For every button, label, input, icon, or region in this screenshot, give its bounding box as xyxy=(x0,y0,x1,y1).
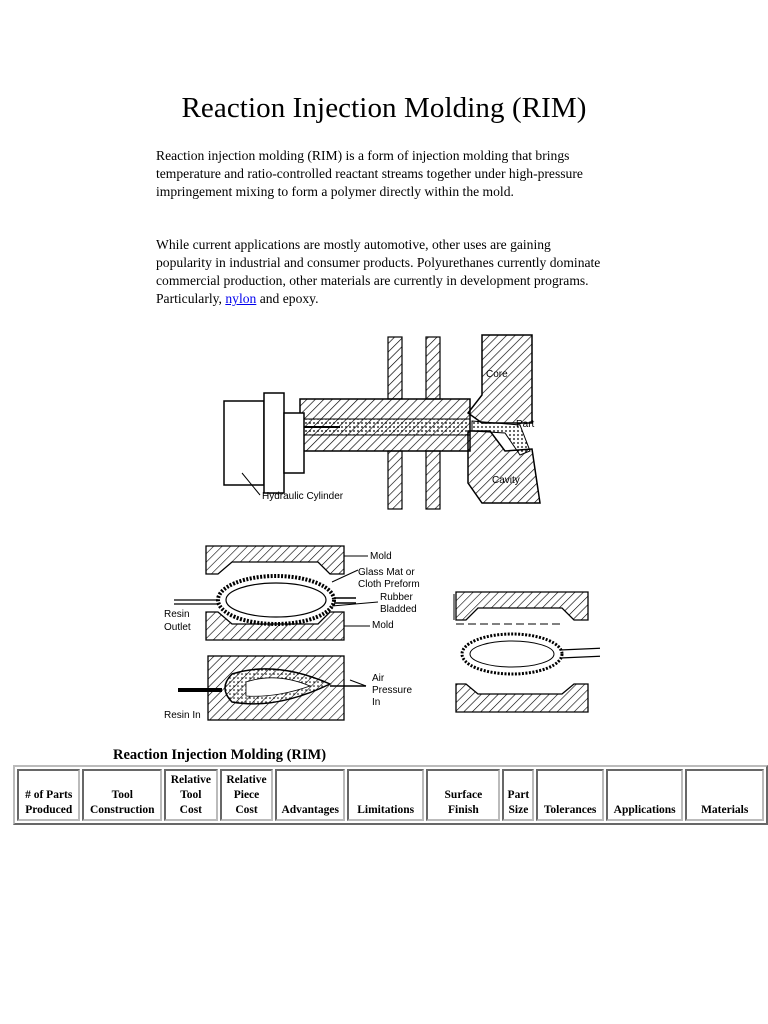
col-applications: Applications xyxy=(606,769,684,821)
table-header-row xyxy=(17,769,764,821)
col-parts-produced: # of Parts Produced xyxy=(17,769,80,821)
label-hydraulic-cylinder: Hydraulic Cylinder xyxy=(262,491,344,502)
label-mold-top: Mold xyxy=(370,551,392,562)
cavity-block xyxy=(468,431,540,503)
label-resin-outlet-2: Outlet xyxy=(164,622,191,633)
intro-paragraph: Reaction injection molding (RIM) is a form of injection molding that brings temperature and ratio-controlled reactant streams together under high-pressure impringement mixing to form a polymer directly within the mold. xyxy=(156,148,583,199)
rim-machine-diagram xyxy=(220,333,550,513)
label-cloth-preform: Cloth Preform xyxy=(358,579,420,590)
label-air: Air xyxy=(372,673,385,684)
return-pipe-a xyxy=(388,451,402,509)
bladder-molding-diagram xyxy=(160,540,600,725)
col-surface-finish: Surface Finish xyxy=(426,769,500,821)
col-materials: Materials xyxy=(685,769,764,821)
return-pipe-b xyxy=(426,451,440,509)
col-relative-piece-cost: Relative Piece Cost xyxy=(220,769,274,821)
label-bladded: Bladded xyxy=(380,604,417,615)
nylon-link[interactable]: nylon xyxy=(225,291,257,306)
label-glass-mat: Glass Mat or xyxy=(358,567,415,578)
col-tool-construction: Tool Construction xyxy=(82,769,162,821)
label-in: In xyxy=(372,697,381,708)
label-cavity: Cavity xyxy=(492,475,520,486)
right-top-mold xyxy=(456,592,588,620)
rim-spec-table xyxy=(13,765,768,825)
col-tolerances: Tolerances xyxy=(536,769,604,821)
label-resin-in: Resin In xyxy=(164,710,201,721)
label-part: Part xyxy=(516,419,535,430)
label-mold-bottom: Mold xyxy=(372,620,394,631)
col-advantages: Advantages xyxy=(275,769,345,821)
applications-text: While current applications are mostly automotive, other uses are gaining popularity in industrial and consumer products. Polyurethanes currently dominate commercial production, other materials are currently in development programs. Particularly, xyxy=(156,237,601,306)
col-limitations: Limitations xyxy=(347,769,424,821)
feed-pipe-a xyxy=(388,337,402,399)
applications-paragraph xyxy=(156,236,606,308)
label-pressure: Pressure xyxy=(372,685,413,696)
applications-text-end: and epoxy. xyxy=(256,291,319,306)
table-caption: Reaction Injection Molding (RIM) xyxy=(113,747,327,763)
hydraulic-cylinder xyxy=(224,401,264,485)
top-mold-half xyxy=(206,546,344,574)
feed-pipe-b xyxy=(426,337,440,399)
label-rubber: Rubber xyxy=(380,592,413,603)
page-title: Reaction Injection Molding (RIM) xyxy=(181,92,587,124)
col-relative-tool-cost: Relative Tool Cost xyxy=(164,769,218,821)
label-resin-outlet-1: Resin xyxy=(164,609,190,620)
right-bottom-mold xyxy=(456,684,588,712)
col-part-size: Part Size xyxy=(502,769,534,821)
label-core: Core xyxy=(486,369,508,380)
